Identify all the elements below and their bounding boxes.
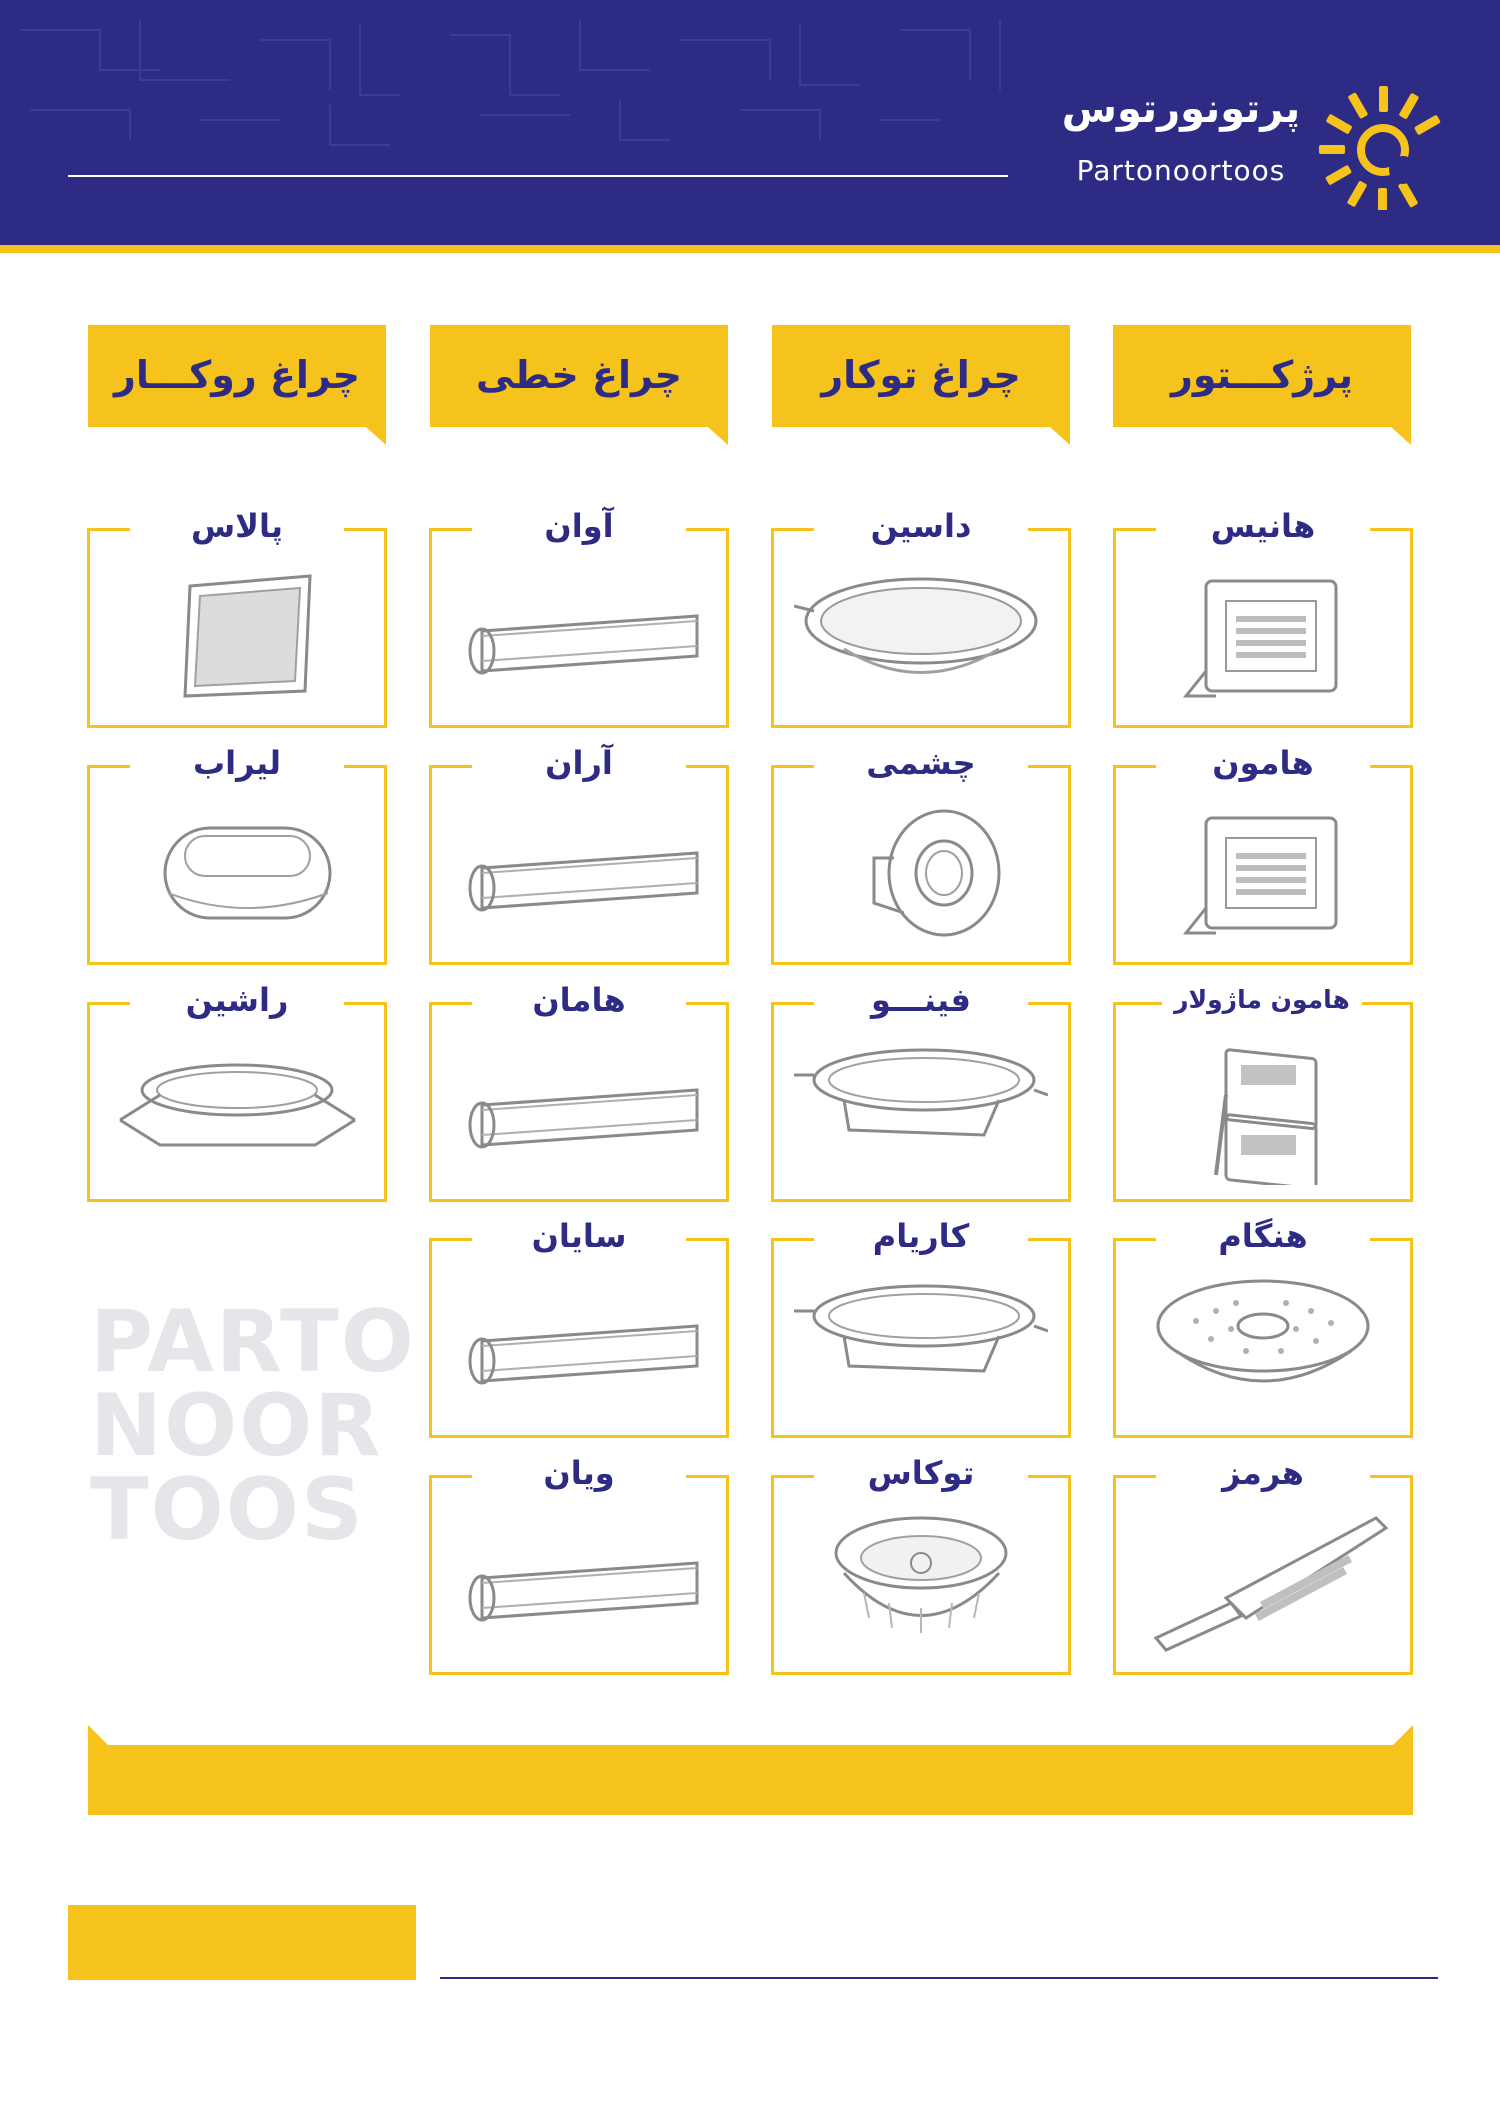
product-card-viyan[interactable] xyxy=(429,1454,729,1675)
brand-name-en: Partonoortoos xyxy=(1076,154,1286,187)
linear-light-icon xyxy=(452,798,706,948)
category-label: چراغ خطی xyxy=(475,353,683,397)
surface-ring-icon xyxy=(110,1035,364,1185)
product-name: آران xyxy=(472,740,686,788)
flood-light-icon xyxy=(1136,798,1390,948)
product-name: آوان xyxy=(472,503,686,551)
product-name: داسین xyxy=(814,503,1028,551)
watermark-line: TOOS xyxy=(90,1460,365,1560)
watermark-line: NOOR xyxy=(90,1376,383,1476)
watermark-line: PARTO xyxy=(90,1292,416,1392)
eyeball-spotlight-icon xyxy=(794,798,1048,948)
product-card-hamoon-modular[interactable] xyxy=(1113,985,1413,1202)
product-name: ویان xyxy=(472,1450,686,1498)
bottom-bar-cap xyxy=(1393,1725,1413,1745)
linear-light-icon xyxy=(452,1508,706,1658)
product-name: پالاس xyxy=(130,503,344,551)
category-header-surface xyxy=(88,325,386,447)
recessed-downlight-icon xyxy=(794,561,1048,711)
product-card-dasin[interactable] xyxy=(771,507,1071,728)
brand-name-fa: پرتونورتوس xyxy=(1061,86,1301,132)
bottom-accent-bar xyxy=(88,1745,1413,1815)
linear-light-icon xyxy=(452,561,706,711)
product-card-aran[interactable] xyxy=(429,744,729,965)
high-bay-light-icon xyxy=(1136,1271,1390,1421)
bottom-bar-cap xyxy=(88,1725,108,1745)
linear-light-icon xyxy=(452,1271,706,1421)
product-card-kariam[interactable] xyxy=(771,1217,1071,1438)
product-name: سایان xyxy=(472,1213,686,1261)
product-name: هرمز xyxy=(1156,1450,1370,1498)
product-name: کاریام xyxy=(814,1213,1028,1261)
header-rule xyxy=(68,175,1008,177)
product-name: هامان xyxy=(472,977,686,1025)
flood-light-icon xyxy=(1136,561,1390,711)
category-header-recessed xyxy=(772,325,1070,447)
product-card-palas[interactable] xyxy=(87,507,387,728)
product-name: فینـــو xyxy=(814,977,1028,1025)
product-card-hengam[interactable] xyxy=(1113,1217,1413,1438)
street-light-icon xyxy=(1136,1508,1390,1658)
category-label: چراغ توکار xyxy=(821,353,1021,397)
footer-rule xyxy=(440,1977,1438,1979)
surface-panel-icon xyxy=(110,561,364,711)
product-card-tokas[interactable] xyxy=(771,1454,1071,1675)
recessed-downlight-deep-icon xyxy=(794,1508,1048,1658)
category-header-linear xyxy=(430,325,728,447)
header-accent-stripe xyxy=(0,245,1500,253)
product-card-lirab[interactable] xyxy=(87,744,387,965)
category-label: چراغ روکـــار xyxy=(114,353,360,397)
brand-watermark xyxy=(90,1292,416,1560)
recessed-panel-icon xyxy=(794,1035,1048,1185)
product-card-sayan[interactable] xyxy=(429,1217,729,1438)
recessed-panel-icon xyxy=(794,1271,1048,1421)
product-card-avan[interactable] xyxy=(429,507,729,728)
oval-bulkhead-icon xyxy=(110,798,364,948)
linear-light-icon xyxy=(452,1035,706,1185)
footer-accent-box xyxy=(68,1905,416,1980)
product-card-hamoon[interactable] xyxy=(1113,744,1413,965)
product-card-rashin[interactable] xyxy=(87,981,387,1202)
modular-flood-light-icon xyxy=(1136,1035,1390,1185)
product-name: راشین xyxy=(130,977,344,1025)
product-name: هنگام xyxy=(1156,1213,1370,1261)
brand-logo xyxy=(1025,80,1445,210)
product-name: هامون xyxy=(1156,740,1370,788)
category-label: پرژکـــتور xyxy=(1170,353,1354,397)
product-name: هانیس xyxy=(1156,503,1370,551)
product-card-cheshmi[interactable] xyxy=(771,744,1071,965)
product-card-haman[interactable] xyxy=(429,981,729,1202)
product-name: هامون ماژولار xyxy=(1162,977,1362,1025)
sun-logo-icon xyxy=(1315,80,1445,210)
product-card-hormoz[interactable] xyxy=(1113,1454,1413,1675)
product-name: توکاس xyxy=(814,1450,1028,1498)
category-header-floodlight xyxy=(1113,325,1411,447)
product-name: چشمی xyxy=(814,740,1028,788)
product-card-hanis[interactable] xyxy=(1113,507,1413,728)
product-name: لیراب xyxy=(130,740,344,788)
header-banner xyxy=(0,0,1500,245)
product-card-fino[interactable] xyxy=(771,981,1071,1202)
